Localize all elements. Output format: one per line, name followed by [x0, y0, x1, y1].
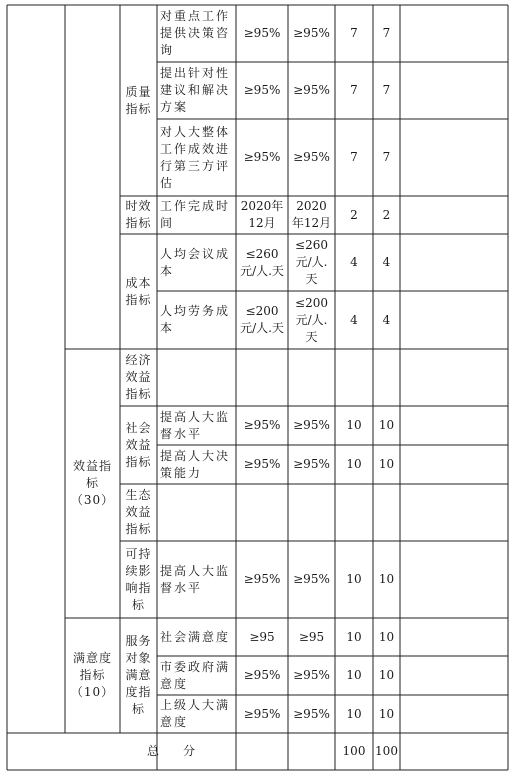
- row-8-annual-text: ≥95%: [243, 457, 281, 471]
- row-7-actual-text: ≥95%: [293, 418, 330, 432]
- level1-effect-label: [65, 349, 120, 618]
- row-9-desc: [157, 484, 236, 541]
- row-6-actual: [288, 349, 335, 406]
- row-3-actual-text: 2020年12月: [291, 199, 332, 230]
- row-2-annual: [236, 119, 288, 196]
- row-11-desc-text: 社会满意度: [160, 629, 231, 644]
- row-10-note: [400, 541, 508, 618]
- row-2-score-text: 7: [382, 150, 391, 164]
- row-9-actual: [288, 484, 335, 541]
- row-4-score: [373, 234, 400, 291]
- row-0-score: [373, 5, 400, 62]
- row-8-score-text: 10: [378, 457, 395, 471]
- row-13-note: [400, 695, 508, 733]
- row-12-annual: [236, 656, 288, 695]
- row-7-weight-text: 10: [346, 418, 362, 432]
- row-9-score: [373, 484, 400, 541]
- level2-label-2: [120, 234, 157, 349]
- row-3-annual-text: 2020年12月: [240, 199, 284, 230]
- row-2-weight-text: 7: [350, 150, 358, 164]
- row-2-annual-text: ≥95%: [243, 150, 281, 164]
- row-1-annual: [236, 62, 288, 119]
- row-8-actual-text: ≥95%: [293, 457, 330, 471]
- level2-label-3-text: 经济效益指标: [125, 353, 152, 401]
- row-11-weight: [335, 618, 373, 656]
- row-5-note: [400, 291, 508, 349]
- row-7-weight: [335, 406, 373, 445]
- level2-label-3: [120, 349, 157, 406]
- row-0-actual: [288, 5, 335, 62]
- total-weight-text: 100: [342, 744, 366, 758]
- row-1-weight: [335, 62, 373, 119]
- row-7-score-text: 10: [378, 418, 395, 432]
- row-10-weight: [335, 541, 373, 618]
- row-11-weight-text: 10: [346, 629, 362, 644]
- row-11-annual: [236, 618, 288, 656]
- row-1-actual: [288, 62, 335, 119]
- row-7-annual-text: ≥95%: [243, 418, 281, 432]
- row-10-actual-text: ≥95%: [293, 572, 330, 586]
- row-7-annual: [236, 406, 288, 445]
- row-5-annual-text: ≤200元/人.天: [240, 304, 284, 335]
- row-13-actual: [288, 695, 335, 733]
- row-13-weight: [335, 695, 373, 733]
- row-1-weight-text: 7: [350, 83, 358, 97]
- row-11-actual: [288, 618, 335, 656]
- row-0-desc: [157, 5, 236, 62]
- row-10-score: [373, 541, 400, 618]
- row-12-weight: [335, 656, 373, 695]
- total-weight: [335, 733, 373, 770]
- total-label: [7, 733, 335, 770]
- row-4-weight: [335, 234, 373, 291]
- row-1-score: [373, 62, 400, 119]
- row-8-annual: [236, 445, 288, 484]
- row-6-weight: [335, 349, 373, 406]
- row-0-annual-text: ≥95%: [243, 26, 281, 40]
- row-2-actual-text: ≥95%: [293, 150, 330, 164]
- row-1-desc-text: 提出针对性建议和解决方案: [160, 66, 231, 114]
- row-10-annual: [236, 541, 288, 618]
- row-5-desc: [157, 291, 236, 349]
- row-8-score: [373, 445, 400, 484]
- row-1-annual-text: ≥95%: [243, 83, 281, 97]
- row-4-actual-text: ≤260元/人.天: [295, 238, 328, 286]
- row-13-score: [373, 695, 400, 733]
- row-10-annual-text: ≥95%: [243, 572, 281, 586]
- row-8-desc: [157, 445, 236, 484]
- row-7-score: [373, 406, 400, 445]
- row-12-score-text: 10: [378, 668, 395, 682]
- row-4-note: [400, 234, 508, 291]
- row-10-weight-text: 10: [346, 572, 362, 586]
- row-2-score: [373, 119, 400, 196]
- row-12-weight-text: 10: [346, 668, 362, 682]
- row-0-note: [400, 5, 508, 62]
- row-5-score: [373, 291, 400, 349]
- row-12-desc-text: 市委政府满意度: [160, 659, 231, 691]
- row-11-actual-text: ≥95: [298, 629, 325, 644]
- row-3-actual: [288, 196, 335, 234]
- row-3-weight-text: 2: [350, 207, 358, 222]
- row-10-actual: [288, 541, 335, 618]
- row-11-score-text: 10: [378, 629, 395, 644]
- row-0-desc-text: 对重点工作提供决策咨询: [160, 9, 231, 57]
- row-13-annual: [236, 695, 288, 733]
- row-8-desc-text: 提高人大决策能力: [160, 448, 231, 480]
- level2-label-0: [120, 5, 157, 196]
- row-8-actual: [288, 445, 335, 484]
- row-6-desc: [157, 349, 236, 406]
- level2-label-1: [120, 196, 157, 234]
- row-4-desc: [157, 234, 236, 291]
- row-1-note: [400, 62, 508, 119]
- total-label-text: 总 分: [146, 744, 195, 758]
- row-13-weight-text: 10: [346, 706, 362, 721]
- row-5-weight-text: 4: [350, 312, 358, 327]
- row-3-weight: [335, 196, 373, 234]
- row-1-desc: [157, 62, 236, 119]
- row-0-actual-text: ≥95%: [293, 26, 330, 40]
- row-9-weight: [335, 484, 373, 541]
- row-5-score-text: 4: [382, 312, 391, 327]
- row-0-weight: [335, 5, 373, 62]
- row-4-annual-text: ≤260元/人.天: [240, 246, 284, 278]
- row-2-weight: [335, 119, 373, 196]
- row-4-weight-text: 4: [350, 255, 358, 269]
- row-3-score-text: 2: [382, 207, 391, 222]
- level2-label-5-text: 生态效益指标: [125, 488, 152, 536]
- level1-effect-label-text: 效益指标（30）: [70, 459, 115, 507]
- row-12-actual: [288, 656, 335, 695]
- row-12-annual-text: ≥95%: [243, 668, 281, 682]
- row-10-desc: [157, 541, 236, 618]
- total-score: [373, 733, 400, 770]
- row-6-score: [373, 349, 400, 406]
- row-3-desc: [157, 196, 236, 234]
- row-12-score: [373, 656, 400, 695]
- level2-label-2-text: 成本指标: [125, 275, 152, 307]
- level2-label-7: [120, 618, 157, 733]
- row-8-weight: [335, 445, 373, 484]
- row-3-annual: [236, 196, 288, 234]
- row-4-desc-text: 人均会议成本: [160, 246, 231, 278]
- row-13-score-text: 10: [378, 706, 395, 721]
- row-11-score: [373, 618, 400, 656]
- level2-label-6-text: 可持续影响指标: [125, 546, 152, 612]
- row-9-note: [400, 484, 508, 541]
- row-4-actual: [288, 234, 335, 291]
- level2-label-1-text: 时效指标: [125, 199, 152, 230]
- level2-label-6: [120, 541, 157, 618]
- row-5-weight: [335, 291, 373, 349]
- level2-label-4: [120, 406, 157, 484]
- row-11-note: [400, 618, 508, 656]
- row-1-actual-text: ≥95%: [293, 83, 330, 97]
- row-13-desc-text: 上级人大满意度: [160, 698, 231, 729]
- row-7-desc-text: 提高人大监督水平: [160, 409, 231, 441]
- row-12-actual-text: ≥95%: [293, 668, 330, 682]
- row-13-desc: [157, 695, 236, 733]
- row-2-actual: [288, 119, 335, 196]
- row-11-annual-text: ≥95: [249, 629, 275, 644]
- row-1-score-text: 7: [382, 83, 391, 97]
- row-8-weight-text: 10: [346, 457, 362, 471]
- row-4-score-text: 4: [382, 255, 391, 269]
- row-8-note: [400, 445, 508, 484]
- level1-satisfaction-label: [65, 618, 120, 733]
- row-11-desc: [157, 618, 236, 656]
- row-9-annual: [236, 484, 288, 541]
- row-10-desc-text: 提高人大监督水平: [160, 563, 231, 595]
- total-score-text: 100: [375, 744, 398, 758]
- level2-label-7-text: 服务对象满意度指标: [125, 634, 152, 716]
- level1-satisfaction-label-text: 满意度指标（10）: [70, 651, 115, 699]
- row-0-weight-text: 7: [350, 26, 358, 40]
- row-7-note: [400, 406, 508, 445]
- total-note: [400, 733, 508, 770]
- row-7-actual: [288, 406, 335, 445]
- row-2-desc: [157, 119, 236, 196]
- row-13-annual-text: ≥95%: [243, 706, 281, 721]
- row-0-annual: [236, 5, 288, 62]
- row-5-actual: [288, 291, 335, 349]
- level2-label-0-text: 质量指标: [125, 84, 152, 116]
- row-6-annual: [236, 349, 288, 406]
- level2-label-5: [120, 484, 157, 541]
- row-5-actual-text: ≤200元/人.天: [295, 295, 328, 344]
- row-7-desc: [157, 406, 236, 445]
- row-5-desc-text: 人均劳务成本: [160, 304, 231, 335]
- row-12-note: [400, 656, 508, 695]
- row-3-desc-text: 工作完成时间: [160, 199, 231, 230]
- row-5-annual: [236, 291, 288, 349]
- row-6-note: [400, 349, 508, 406]
- row-2-note: [400, 119, 508, 196]
- row-12-desc: [157, 656, 236, 695]
- row-3-note: [400, 196, 508, 234]
- row-4-annual: [236, 234, 288, 291]
- row-13-actual-text: ≥95%: [293, 706, 330, 721]
- row-0-score-text: 7: [382, 26, 391, 40]
- row-2-desc-text: 对人大整体工作成效进行第三方评估: [160, 124, 231, 190]
- row-10-score-text: 10: [378, 572, 395, 586]
- row-3-score: [373, 196, 400, 234]
- level2-label-4-text: 社会效益指标: [125, 420, 152, 469]
